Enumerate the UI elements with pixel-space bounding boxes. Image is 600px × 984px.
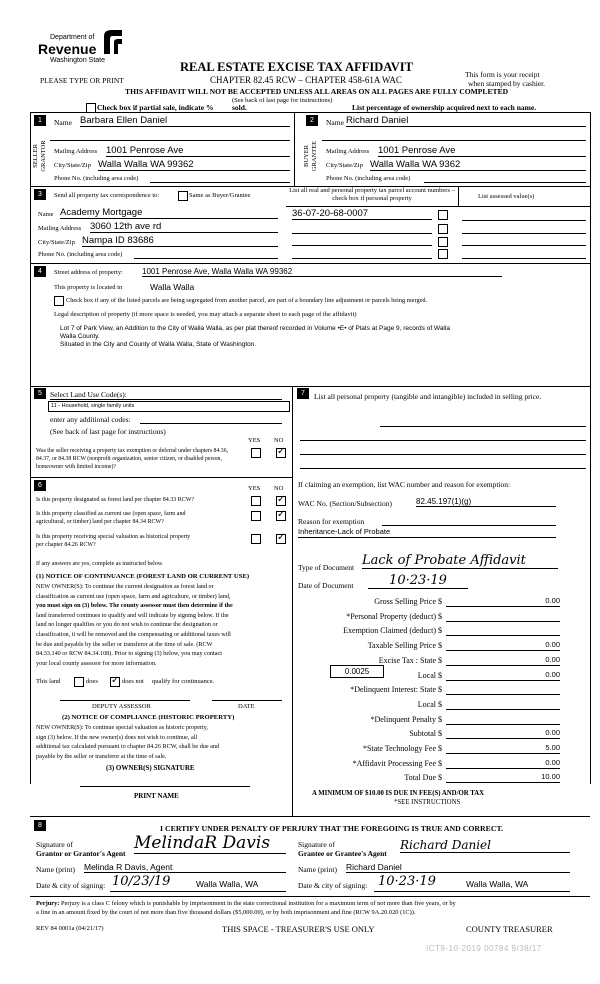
- fee-row-label: *Delinquent Interest: State $: [350, 685, 442, 695]
- section-1-badge: 1: [34, 115, 46, 126]
- fee-row-value[interactable]: 0.00: [446, 758, 560, 769]
- wac-field[interactable]: 82.45.197(1)(g): [416, 497, 556, 507]
- current-use-yes-checkbox[interactable]: [251, 511, 261, 521]
- located-field[interactable]: Walla Walla: [150, 282, 195, 292]
- grantee-sig-label-2: Grantee or Grantee's Agent: [298, 849, 387, 858]
- fee-row-value[interactable]: [446, 625, 560, 636]
- s3-mail-label: Mailing Address: [38, 225, 82, 232]
- minimum-notice: A MINIMUM OF $10.00 IS DUE IN FEE(S) AND/OR TAX: [312, 790, 485, 797]
- receipt-line1: This form is your receipt: [465, 70, 540, 79]
- land-use-select[interactable]: [48, 401, 290, 412]
- grantor-name-label: Name (print): [36, 865, 75, 874]
- grantee-date-field[interactable]: 10·23·19: [378, 874, 436, 889]
- same-as-buyer-label: Same as Buyer/Grantee: [189, 192, 251, 199]
- buyer-mail-field[interactable]: 1001 Penrose Ave: [378, 145, 586, 157]
- grantee-name-field[interactable]: Richard Daniel: [346, 862, 570, 873]
- grantor-date-field[interactable]: 10/23/19: [112, 874, 171, 889]
- fee-row-label: Excise Tax : State $: [378, 655, 442, 665]
- grantee-signature[interactable]: Richard Daniel: [400, 838, 570, 853]
- partial-sale-label: Check box if partial sale, indicate %: [97, 103, 214, 112]
- buyer-city-label: City/State/Zip: [326, 162, 363, 169]
- print-name-label: PRINT NAME: [134, 792, 179, 800]
- doc-type-label: Type of Document: [298, 563, 355, 572]
- seller-mail-label: Mailing Address: [54, 148, 98, 155]
- section-8-badge: 8: [34, 820, 46, 831]
- legal-line-2: Walla County.: [60, 333, 100, 340]
- section-5-badge: 5: [34, 388, 46, 399]
- treasurer-space: THIS SPACE - TREASURER'S USE ONLY: [222, 924, 375, 934]
- exemption-question: Was the seller receiving a property tax exemption or deferral under chapters 84.36, 84.37, or 84.38 RCW (nonprofit organization, senior citizen, or disabled person, homeowner with limited income)?: [36, 448, 229, 470]
- section-6-badge: 6: [34, 480, 46, 491]
- fee-row-value[interactable]: 0.00: [446, 670, 560, 681]
- deputy-assessor-label: DEPUTY ASSESSOR: [92, 703, 151, 710]
- fee-row-value[interactable]: 0.00: [446, 728, 560, 739]
- sold-label: sold.: [232, 103, 247, 112]
- perjury-line-2: a fine in an amount fixed by the court of not more than five thousand dollars ($5,000.00), or by both imprisonment and fine (RCW 9A.20.020 (1C)).: [36, 909, 416, 916]
- reason-label: Reason for exemption: [298, 517, 365, 526]
- fee-row-label: Exemption Claimed (deduct) $: [343, 626, 442, 636]
- additional-codes-label: enter any additional codes:: [50, 415, 131, 424]
- section-4-badge: 4: [34, 266, 46, 277]
- notice1-line: be due and payable by the seller or transferor at the time of sale. (RCW: [36, 640, 213, 648]
- fee-row-label: *Personal Property (deduct) $: [346, 611, 442, 621]
- does-not-label: does not: [122, 678, 144, 685]
- parcel-3-checkbox[interactable]: [438, 237, 448, 247]
- current-use-no-checkbox[interactable]: [276, 511, 286, 521]
- current-use-question-1: Is this property classified as current use (open space, farm and: [36, 511, 186, 517]
- notice1-line: land no longer qualifies or you do not wish to continue the designation or: [36, 621, 218, 629]
- qualify-label: qualify for continuance.: [152, 678, 215, 685]
- grantor-name-field[interactable]: Melinda R Davis, Agent: [84, 862, 286, 873]
- dept-line2: Revenue: [38, 41, 97, 57]
- local-rate-value: 0.0025: [344, 667, 370, 676]
- seller-side-label: SELLER GRANTOR: [32, 140, 47, 172]
- fee-row-label: Taxable Selling Price $: [367, 641, 442, 651]
- dept-line1: Department of: [50, 34, 95, 41]
- parcel-1-checkbox[interactable]: [438, 210, 448, 220]
- receipt-stamp: ICT9-10-2019 00784 9/38/17: [426, 944, 542, 953]
- notice1-line: NEW OWNER(S): To continue the current designation as forest land or: [36, 583, 214, 590]
- buyer-name-field[interactable]: Richard Daniel: [346, 115, 586, 127]
- grantor-city-field[interactable]: Walla Walla, WA: [196, 879, 259, 889]
- rev-code: REV 84 0001a (04/21/17): [36, 925, 104, 932]
- fee-row-value[interactable]: [446, 699, 560, 710]
- form-title: REAL ESTATE EXCISE TAX AFFIDAVIT: [180, 60, 413, 74]
- fee-row-value[interactable]: 5.00: [446, 743, 560, 754]
- list-pct-label: List percentage of ownership acquired next to each name.: [352, 103, 537, 112]
- dor-logo: [38, 28, 128, 72]
- located-label: This property is located in: [54, 284, 123, 291]
- personal-property-label: List all personal property (tangible and intangible) included in selling price.: [314, 392, 542, 401]
- wac-label: WAC No. (Section/Subsection): [298, 499, 392, 508]
- legal-line-1: Lot 7 of Park View, an Addition to the City of Walla Walla, as per plat thereof recorded in Volume •E• of Plats at Page 9, records of Walla: [60, 325, 450, 332]
- parcel-field-1[interactable]: 36-07-20-68-0007: [292, 208, 432, 220]
- s5-no-header: NO: [274, 437, 284, 444]
- forest-question: Is this property designated as forest land per chapter 84.33 RCW?: [36, 497, 195, 503]
- buyer-phone-label: Phone No. (including area code): [326, 175, 411, 182]
- parcel-4-checkbox[interactable]: [438, 249, 448, 259]
- forest-no-checkbox[interactable]: [276, 496, 286, 506]
- buyer-side-label: BUYER GRANTEE: [303, 140, 318, 172]
- s3-name-label: Name: [38, 211, 54, 218]
- fee-row-label: Subtotal $: [409, 729, 442, 739]
- historic-question-2: per chapter 84.26 RCW?: [36, 542, 96, 548]
- local-rate-box[interactable]: [330, 665, 384, 678]
- fee-row-label: *Delinquent Penalty $: [370, 714, 442, 724]
- notice1-line: your local county assessor for more information.: [36, 659, 157, 667]
- fee-row-value[interactable]: 0.00: [446, 596, 560, 607]
- street-label: Street address of property:: [54, 269, 123, 276]
- fee-row-label: Gross Selling Price $: [374, 597, 442, 606]
- land-use-code: 11 - Household, single family units: [51, 403, 135, 409]
- segregated-checkbox[interactable]: [54, 296, 64, 306]
- land-does-not-checkbox[interactable]: [110, 677, 120, 687]
- doc-date-label: Date of Document: [298, 581, 354, 590]
- fee-row-label: Total Due $: [404, 773, 442, 783]
- notice2-line: NEW OWNER(S): To continue special valuation as historic property,: [36, 724, 208, 731]
- s5-yes-header: YES: [248, 437, 261, 444]
- perjury-line-1: [36, 899, 456, 908]
- notice2-title: (2) NOTICE OF COMPLIANCE (HISTORIC PROPERTY): [62, 714, 235, 721]
- dor-emblem-icon: [100, 28, 126, 56]
- send-correspondence-label: Send all property tax correspondence to:: [54, 192, 160, 199]
- seller-name-label: Name: [54, 118, 72, 127]
- street-field[interactable]: 1001 Penrose Ave, Walla Walla WA 99362: [142, 267, 502, 277]
- notice2-line: sign (3) below. If the new owner(s) does not wish to continue, all: [36, 733, 198, 741]
- grantee-name-label: Name (print): [298, 865, 337, 874]
- grantee-city-field[interactable]: Walla Walla, WA: [466, 879, 529, 889]
- grantor-date-label: Date & city of signing:: [36, 881, 106, 890]
- see-instructions: *SEE INSTRUCTIONS: [394, 799, 461, 806]
- legal-label: Legal description of property (if more space is needed, you may attach a separate sheet to each page of the affidavit): [54, 311, 357, 318]
- parcel-2-checkbox[interactable]: [438, 224, 448, 234]
- land-does-checkbox[interactable]: [74, 677, 84, 687]
- grantee-date-label: Date & city of signing:: [298, 881, 368, 890]
- s3-name-field[interactable]: Academy Mortgage: [60, 207, 278, 219]
- grantor-sig-label-2: Grantor or Grantor's Agent: [36, 849, 126, 858]
- buyer-mail-label: Mailing Address: [326, 148, 370, 155]
- please-type: PLEASE TYPE OR PRINT: [40, 76, 124, 85]
- county-treasurer: COUNTY TREASURER: [466, 924, 553, 934]
- fee-row-value[interactable]: 0.00: [446, 655, 560, 666]
- grantor-sig-label-1: Signature of: [36, 840, 73, 849]
- s3-city-field[interactable]: Nampa ID 83686: [82, 235, 278, 247]
- current-use-question-2: agricultural, or timber) land per chapter 84.34 RCW?: [36, 519, 164, 525]
- s5-see-back: (See back of last page for instructions): [50, 427, 166, 436]
- land-use-label: Select Land Use Code(s):: [50, 390, 127, 399]
- fee-row-value[interactable]: [446, 684, 560, 695]
- notice1-line: you must sign on (3) below. The county assessor must then determine if the: [36, 602, 233, 610]
- forest-yes-checkbox[interactable]: [251, 496, 261, 506]
- dept-line3: Washington State: [50, 57, 105, 64]
- receipt-line2: when stamped by cashier.: [468, 79, 546, 88]
- s3-phone-label: Phone No. (including area code): [38, 251, 123, 258]
- grantee-sig-label-1: Signature of: [298, 840, 335, 849]
- see-back-header: (See back of last page for instructions): [232, 97, 333, 104]
- notice2-line: additional tax calculated pursuant to chapter 84.26 RCW, shall be due and: [36, 743, 220, 751]
- fee-row-label: Local $: [417, 699, 442, 709]
- s6-no-header: NO: [274, 485, 284, 492]
- if-yes-instructions: If any answers are yes, complete as instructed below.: [36, 561, 164, 567]
- seller-name-field[interactable]: Barbara Ellen Daniel: [80, 115, 290, 127]
- does-label: does: [86, 678, 98, 685]
- fee-row-value[interactable]: 10.00: [446, 772, 560, 783]
- perjury-text-1: Perjury is a class C felony which is punishable by imprisonment in the state correctional institution for a maximum term of not more than five years, or by: [59, 900, 456, 907]
- seller-mail-field[interactable]: 1001 Penrose Ave: [106, 145, 290, 157]
- notice1-line: classification as current use (open space, farm and agriculture, or timber) land,: [36, 592, 231, 600]
- seller-city-label: City/State/Zip: [54, 162, 91, 169]
- fee-row-value[interactable]: [446, 611, 560, 622]
- notice1-line: classification, it will be removed and the compensating or additional taxes will: [36, 631, 231, 638]
- historic-question-1: Is this property receiving special valuation as historical property: [36, 534, 191, 540]
- exemption-claim-label: If claiming an exemption, list WAC number and reason for exemption:: [298, 480, 511, 489]
- form-warning: THIS AFFIDAVIT WILL NOT BE ACCEPTED UNLESS ALL AREAS ON ALL PAGES ARE FULLY COMPLETED: [125, 87, 509, 96]
- this-land-label: This land: [36, 678, 61, 685]
- section-3-badge: 3: [34, 189, 46, 200]
- s3-mail-field[interactable]: 3060 12th ave rd: [90, 221, 278, 233]
- fee-row-label: *State Technology Fee $: [362, 744, 442, 753]
- owner-signature-label: (3) OWNER(S) SIGNATURE: [106, 764, 195, 772]
- s6-yes-header: YES: [248, 485, 261, 492]
- same-as-buyer-checkbox[interactable]: [178, 191, 188, 201]
- form-chapter: CHAPTER 82.45 RCW – CHAPTER 458-61A WAC: [210, 75, 402, 85]
- exemption-yes-checkbox[interactable]: [251, 448, 261, 458]
- historic-no-checkbox[interactable]: [276, 534, 286, 544]
- legal-line-3: Situated in the City and County of Walla Walla, State of Washington.: [60, 341, 257, 348]
- assessor-date-label: DATE: [238, 703, 255, 710]
- section-7-badge: 7: [297, 388, 309, 399]
- notice2-line: payable by the seller or transferor at the time of sale.: [36, 752, 167, 760]
- notice1-title: (1) NOTICE OF CONTINUANCE (FOREST LAND OR CURRENT USE): [36, 573, 250, 580]
- parcel-header: List all real and personal property tax parcel account numbers – check box if personal property: [289, 187, 455, 202]
- exemption-no-checkbox[interactable]: [276, 448, 286, 458]
- seller-phone-label: Phone No. (including area code): [54, 175, 139, 182]
- segregated-label: Check box if any of the listed parcels are being segregated from another parcel, are part of a boundary line adjustment or parcels being merged.: [66, 297, 428, 304]
- buyer-name-label: Name: [326, 118, 344, 127]
- fee-row-value[interactable]: 0.00: [446, 640, 560, 651]
- notice1-line: land transferred continues to qualify and will indicate by signing below. If the: [36, 611, 229, 619]
- doc-type-field[interactable]: Lack of Probate Affidavit: [362, 553, 558, 569]
- grantor-signature[interactable]: MelindaR Davis: [134, 833, 286, 854]
- buyer-city-field[interactable]: Walla Walla WA 9362: [370, 159, 586, 171]
- certify-statement: I CERTIFY UNDER PENALTY OF PERJURY THAT THE FOREGOING IS TRUE AND CORRECT.: [160, 824, 504, 833]
- doc-date-field[interactable]: 10·23·19: [368, 573, 468, 589]
- fee-row-label: *Affidavit Processing Fee $: [352, 758, 442, 768]
- historic-yes-checkbox[interactable]: [251, 534, 261, 544]
- seller-city-field[interactable]: Walla Walla WA 99362: [98, 159, 290, 171]
- s3-city-label: City/State/Zip: [38, 239, 75, 246]
- fee-row-label: Local $: [417, 670, 442, 680]
- perjury-label: Perjury:: [36, 900, 60, 907]
- notice1-line: 84.33.140 or RCW 84.34.108). Prior to signing (3) below, you may contact: [36, 650, 222, 658]
- section-2-badge: 2: [306, 115, 318, 126]
- fee-row-value[interactable]: [446, 714, 560, 725]
- reason-field[interactable]: Inheritance-Lack of Probate: [298, 527, 391, 536]
- assessed-header: List assessed value(s): [478, 193, 535, 200]
